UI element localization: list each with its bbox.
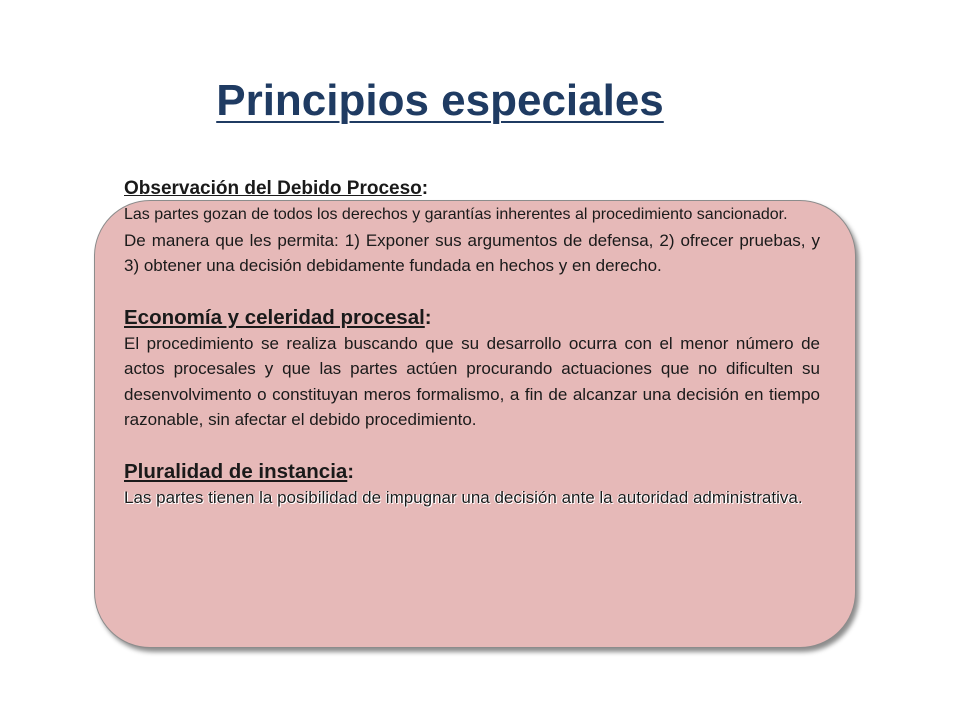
heading-colon: :: [424, 305, 432, 329]
section-paragraph: Las partes gozan de todos los derechos y garantías inherentes al procedimiento sancionador.: [124, 206, 788, 223]
section-paragraph: Las partes tienen la posibilidad de impugnar una decisión ante la autoridad administrativa.: [124, 487, 803, 507]
section-heading-text: Economía y celeridad procesal: [124, 305, 425, 329]
section-heading: [124, 305, 820, 331]
slide-title-text: Principios especiales: [216, 76, 664, 125]
section-paragraph: De manera que les permita: 1) Exponer sus argumentos de defensa, 2) ofrecer pruebas, y 3) obtener una decisión debidamente fundada en hechos y en derecho.: [124, 230, 820, 275]
section-economia-celeridad: [124, 305, 820, 433]
section-debido-proceso: [124, 176, 820, 279]
heading-colon: :: [347, 459, 355, 483]
spacer: [124, 279, 820, 305]
section-paragraph: El procedimiento se realiza buscando que su desarrollo ocurra con el menor número de actos procesales y que las partes actúen procurando actuaciones que no dificulten su desenvolvimento o constituyan meros formalismo, a fin de alcanzar una decisión en tiempo razonable, sin afectar el debido procedimiento.: [124, 333, 820, 429]
heading-colon: :: [421, 178, 429, 199]
section-heading: [124, 176, 820, 202]
section-heading-text: Pluralidad de instancia: [124, 459, 348, 483]
slide-title: [0, 76, 960, 126]
section-heading: [124, 459, 820, 485]
spacer: [124, 433, 820, 459]
principles-content: [124, 176, 820, 510]
section-pluralidad-instancia: [124, 459, 820, 511]
section-heading-text: Observación del Debido Proceso: [124, 178, 422, 199]
